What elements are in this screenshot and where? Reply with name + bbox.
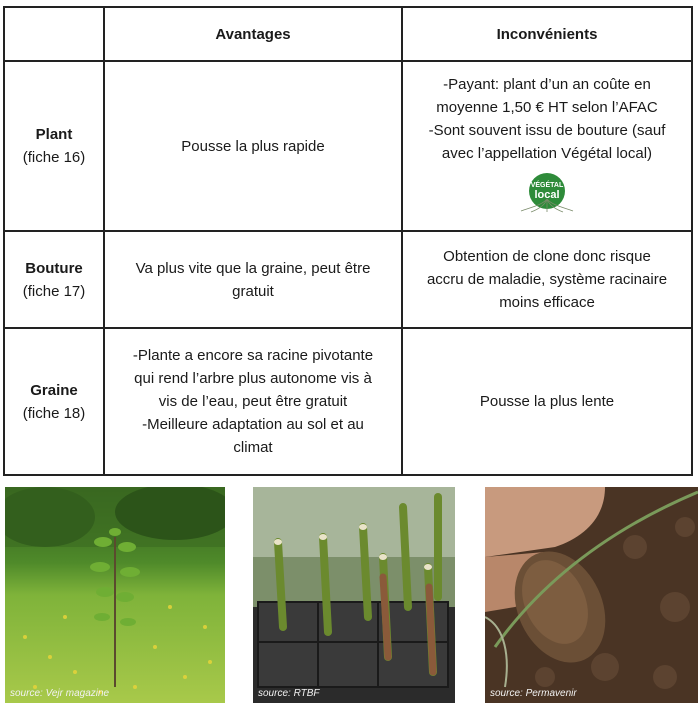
logo-text-main: local <box>534 188 560 201</box>
seed-image <box>485 487 698 703</box>
avantages-cell <box>104 231 402 328</box>
text-line: -Meilleure adaptation au sol et au <box>142 416 364 433</box>
header-empty <box>4 7 104 61</box>
text-line: moyenne 1,50 € HT selon l’AFAC <box>436 98 658 116</box>
row-sublabel: (fiche 16) <box>22 149 86 166</box>
row-label-cell <box>4 61 104 231</box>
row-label: Plant <box>35 126 73 143</box>
text-line: -Sont souvent issu de bouture (sauf <box>428 121 666 139</box>
header-avantages: Avantages <box>104 7 402 61</box>
text-line: gratuit <box>232 282 274 300</box>
text-line: Pousse la plus rapide <box>181 137 325 155</box>
text-line: qui rend l’arbre plus autonome vis à <box>134 370 372 387</box>
vegetal-local-logo <box>517 173 577 213</box>
photo-young-tree <box>5 487 225 703</box>
inconvenients-cell <box>402 231 692 328</box>
text-line: climat <box>233 439 273 456</box>
header-inconvenients: Inconvénients <box>402 7 692 61</box>
inconvenients-cell <box>402 328 692 475</box>
photo-seed <box>485 487 698 703</box>
avantages-cell <box>104 61 402 231</box>
avantages-cell <box>104 328 402 475</box>
table-row <box>4 231 692 328</box>
photo-caption: source: RTBF <box>258 688 320 699</box>
text-line: -Payant: plant d’un an coûte en <box>443 75 651 93</box>
table-header-row <box>4 7 692 61</box>
text-line: Obtention de clone donc risque <box>443 248 651 265</box>
row-sublabel: (fiche 17) <box>22 282 86 300</box>
text-line: Pousse la plus lente <box>479 393 615 410</box>
text-line: Va plus vite que la graine, peut être <box>135 259 371 277</box>
row-label: Bouture <box>25 259 83 277</box>
inconvenients-cell <box>402 61 692 231</box>
row-sublabel: (fiche 18) <box>22 404 86 422</box>
row-label-cell <box>4 328 104 475</box>
row-label: Graine <box>30 381 78 399</box>
photo-caption: source: Permavenir <box>490 688 577 699</box>
roots-icon <box>517 199 577 213</box>
text-line: -Plante a encore sa racine pivotante <box>132 347 374 364</box>
photo-caption: source: Vejr magazine <box>10 688 110 699</box>
young-tree-image <box>5 487 225 703</box>
logo-text-top: VÉGÉTAL <box>530 181 564 189</box>
cuttings-image <box>253 487 455 703</box>
text-line: accru de maladie, système racinaire <box>426 271 668 288</box>
text-line: moins efficace <box>499 294 595 311</box>
text-line: vis de l’eau, peut être gratuit <box>158 393 348 410</box>
table-row <box>4 61 692 231</box>
row-label-cell <box>4 231 104 328</box>
comparison-table <box>3 6 693 476</box>
table-row <box>4 328 692 475</box>
photo-cuttings <box>253 487 455 703</box>
text-line: avec l’appellation Végétal local) <box>441 144 653 162</box>
